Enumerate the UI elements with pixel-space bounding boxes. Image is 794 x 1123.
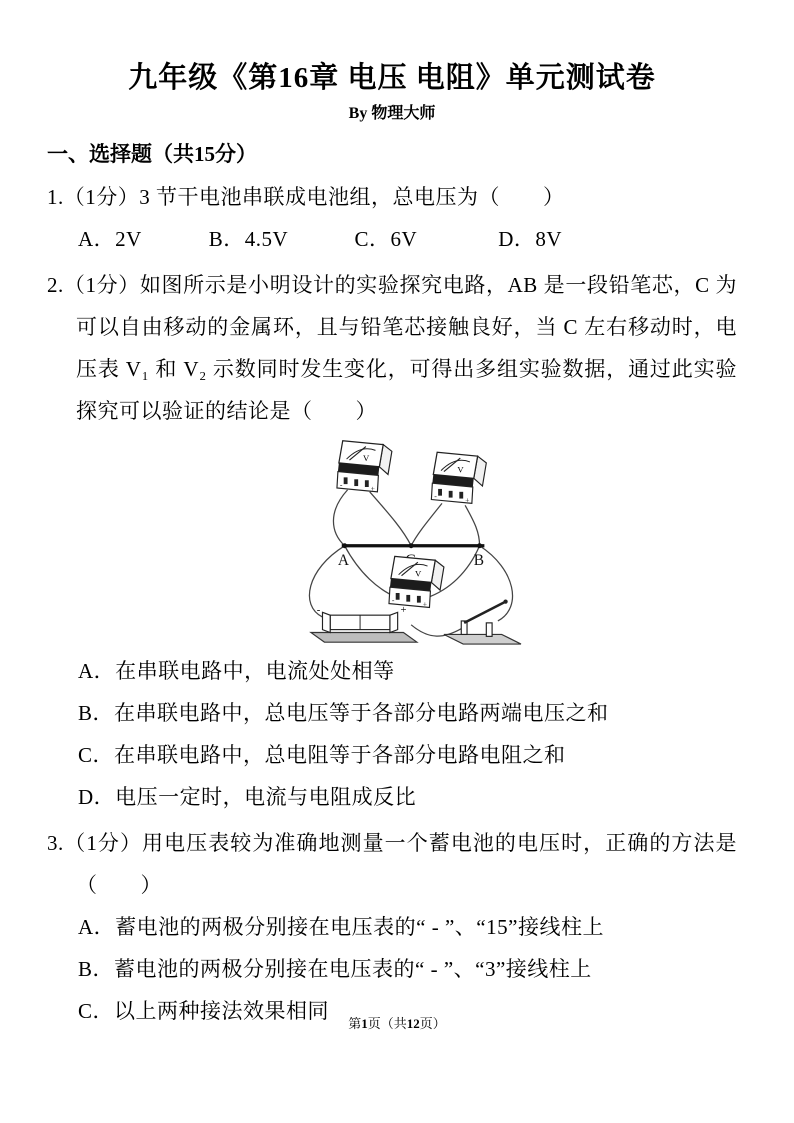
- option: D．电压一定时，电流与电阻成反比: [78, 785, 417, 809]
- option: C．6V: [354, 227, 418, 251]
- wire: [480, 546, 513, 621]
- battery-clip-right: [390, 612, 398, 632]
- plus-mark: +: [465, 495, 470, 505]
- voltmeter-screen: [433, 452, 477, 478]
- voltmeter-v-label: V: [415, 568, 422, 579]
- voltmeter-v1: [337, 441, 392, 493]
- node-b-dot: [477, 543, 482, 548]
- terminal: [459, 492, 463, 499]
- switch: [444, 600, 521, 645]
- wire: [370, 492, 411, 546]
- question-3: [47, 822, 737, 1032]
- switch-knob: [503, 600, 507, 604]
- question-2: [47, 264, 737, 818]
- terminal: [365, 480, 369, 487]
- terminal: [406, 595, 410, 602]
- byline: By 物理大师: [348, 105, 436, 122]
- battery-plus-label: +: [400, 605, 407, 617]
- wire: [411, 503, 442, 545]
- footer-prefix: 第: [348, 1016, 362, 1031]
- node-a-label: A: [337, 552, 350, 570]
- option: C．在串联电路中，总电阻等于各部分电路电阻之和: [78, 743, 566, 767]
- terminal: [438, 489, 442, 496]
- terminal: [396, 593, 400, 600]
- page-footer: [0, 1014, 794, 1034]
- footer-suffix: 页）: [419, 1016, 446, 1031]
- question-stem: 1.（1分）3 节干电池串联成电池组，总电压为（ ）: [47, 185, 565, 209]
- terminal: [417, 596, 421, 603]
- wire: [333, 490, 347, 546]
- voltmeter-screen: [391, 556, 435, 582]
- plus-mark: +: [422, 599, 428, 609]
- node-a-dot: [342, 543, 347, 548]
- voltmeter-v-label: V: [362, 452, 370, 463]
- option: D．8V: [498, 227, 563, 251]
- plus-mark: +: [370, 483, 376, 493]
- footer-mid: 页（共: [367, 1016, 407, 1031]
- voltmeter-total: [389, 556, 444, 608]
- minus-mark: -: [339, 480, 343, 489]
- voltmeter-v-label: V: [457, 464, 464, 475]
- minus-mark: -: [434, 491, 437, 501]
- terminal: [449, 491, 453, 498]
- option: A．蓄电池的两极分别接在电压表的“ - ”、“15”接线柱上: [78, 915, 604, 939]
- question-2-options: [47, 650, 737, 818]
- voltmeter-v2: [431, 452, 486, 504]
- option: B．蓄电池的两极分别接在电压表的“ - ”、“3”接线柱上: [78, 957, 592, 981]
- option: C．以上两种接法效果相同: [78, 999, 330, 1023]
- switch-base: [444, 634, 521, 644]
- footer-page-number: 1: [361, 1016, 368, 1031]
- option: A．在串联电路中，电流处处相等: [78, 659, 395, 683]
- battery-base: [311, 633, 417, 643]
- page-title: 九年级《第16章 电压 电阻》单元测试卷: [128, 62, 656, 94]
- option: B．4.5V: [208, 227, 289, 251]
- section-heading: 一、选择题（共15分）: [47, 142, 257, 166]
- question-1-options: [47, 218, 737, 260]
- terminal: [354, 479, 358, 486]
- battery-clip-left: [322, 612, 330, 632]
- option: A．2V: [78, 227, 142, 251]
- voltmeter-screen: [339, 441, 383, 467]
- node-b-label: B: [473, 552, 485, 570]
- minus-mark: -: [391, 595, 395, 605]
- circuit-diagram: [295, 434, 535, 646]
- battery-minus-label: -: [316, 605, 321, 617]
- footer-total-pages: 12: [406, 1016, 420, 1031]
- option: B．在串联电路中，总电压等于各部分电路两端电压之和: [78, 701, 609, 725]
- battery: [311, 605, 417, 642]
- wire: [465, 505, 479, 545]
- node-c-dot: [409, 543, 414, 548]
- question-stem: 2.（1分）如图所示是小明设计的实验探究电路，AB 是一段铅笔芯，C 为可以自由移动的金属环，且与铅笔芯接触良好，当 C 左右移动时，电压表 V₁ 和 V₂ 示数同时发生变化，可得出多组实验数据，通过此实验探究可以验证的结论是（ ）: [47, 273, 737, 423]
- circuit-diagram-svg: [295, 434, 535, 646]
- switch-post: [486, 623, 492, 636]
- question-1: [47, 176, 737, 260]
- question-stem: 3.（1分）用电压表较为准确地测量一个蓄电池的电压时，正确的方法是（ ）: [47, 831, 737, 897]
- terminal: [344, 477, 348, 484]
